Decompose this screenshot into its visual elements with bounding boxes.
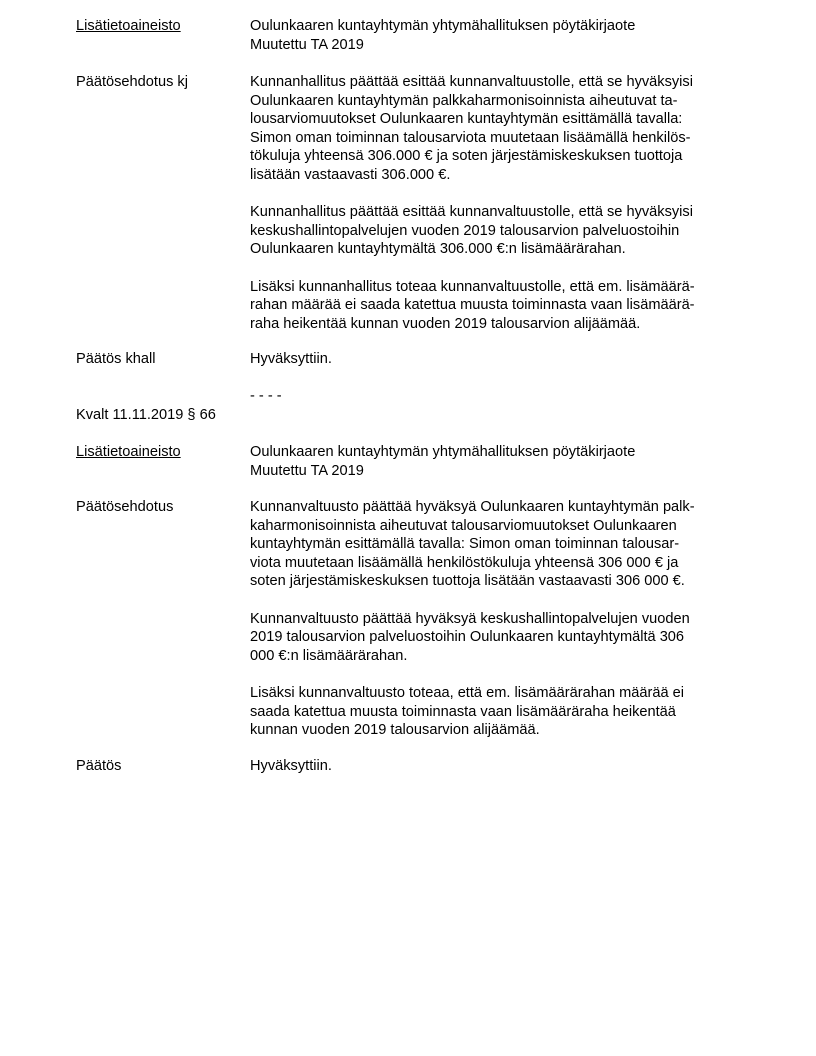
text-line: 000 €:n lisämäärärahan. [250, 647, 408, 664]
text-line: kaharmonisoinnista aiheutuvat talousarviomuutokset Oulunkaaren [250, 517, 677, 534]
decision-text: Hyväksyttiin. [250, 351, 332, 367]
text-line: raha heikentää kunnan vuoden 2019 talousarvion alijäämää. [250, 315, 641, 332]
text-line: viota muutetaan lisäämällä henkilöstökuluja yhteensä 306 000 € ja [250, 554, 679, 571]
info-text [250, 17, 750, 54]
text-line: Kunnanvaltuusto päättää hyväksyä Oulunkaaren kuntayhtymän palk- [250, 499, 695, 515]
proposal-label: Päätösehdotus [76, 499, 174, 515]
text-line: 2019 talousarvion palveluostoihin Oulunkaaren kuntayhtymältä 306 [250, 629, 685, 646]
text-line: soten järjestämiskeskuksen tuottoja lisätään vastaavasti 306 000 €. [250, 573, 685, 590]
text-line: kuntayhtymän esittämällä tavalla: Simon oman toiminnan talousar- [250, 536, 680, 553]
proposal-paragraph [250, 278, 750, 334]
separator: - - - - [250, 388, 282, 404]
text-line: Kunnanhallitus päättää esittää kunnanvaltuustolle, että se hyväksyisi [250, 74, 693, 90]
proposal-label: Päätösehdotus kj [76, 74, 188, 90]
text-line: kunnan vuoden 2019 talousarvion alijäämää. [250, 722, 540, 739]
decision-label: Päätös khall [76, 351, 156, 367]
text-line: Oulunkaaren kuntayhtymältä 306.000 €:n lisämäärärahan. [250, 241, 626, 258]
info-line: Muutettu TA 2019 [250, 36, 364, 53]
text-line: Lisäksi kunnanhallitus toteaa kunnanvaltuustolle, että em. lisämäärä- [250, 278, 695, 295]
info-line: Oulunkaaren kuntayhtymän yhtymähallituksen pöytäkirjaote [250, 18, 636, 34]
text-line: keskushallintopalvelujen vuoden 2019 talousarvion palveluostoihin [250, 222, 680, 239]
text-line: Kunnanhallitus päättää esittää kunnanvaltuustolle, että se hyväksyisi [250, 204, 693, 221]
proposal-paragraph [250, 498, 750, 591]
decision-label: Päätös [76, 758, 122, 774]
text-line: rahan määrää ei saada katettua muusta toiminnasta vaan lisämäärä- [250, 297, 695, 314]
text-line: lisätään vastaavasti 306.000 €. [250, 166, 451, 183]
proposal-paragraph [250, 73, 750, 185]
meeting-reference: Kvalt 11.11.2019 § 66 [76, 407, 216, 423]
info-text [250, 443, 750, 480]
text-line: Lisäksi kunnanvaltuusto toteaa, että em. lisämäärärahan määrää ei [250, 684, 685, 701]
text-line: Simon oman toiminnan talousarviota muutetaan lisäämällä henkilös- [250, 129, 691, 146]
decision-text: Hyväksyttiin. [250, 758, 332, 774]
text-line: Kunnanvaltuusto päättää hyväksyä keskushallintopalvelujen vuoden [250, 610, 690, 627]
text-line: tökuluja yhteensä 306.000 € ja soten järjestämiskeskuksen tuottoja [250, 148, 683, 165]
info-line: Muutettu TA 2019 [250, 462, 364, 479]
text-line: saada katettua muusta toiminnasta vaan lisämääräraha heikentää [250, 703, 676, 720]
info-label: Lisätietoaineisto [76, 444, 181, 460]
text-line: lousarviomuutokset Oulunkaaren kuntayhtymän esittämällä tavalla: [250, 111, 683, 128]
text-line: Oulunkaaren kuntayhtymän palkkaharmonisoinnista aiheutuvat ta- [250, 92, 678, 109]
proposal-paragraph [250, 610, 750, 666]
info-line: Oulunkaaren kuntayhtymän yhtymähallituksen pöytäkirjaote [250, 444, 636, 460]
info-label: Lisätietoaineisto [76, 18, 181, 34]
proposal-paragraph [250, 684, 750, 740]
proposal-text [250, 498, 750, 740]
proposal-text [250, 73, 750, 333]
proposal-paragraph [250, 203, 750, 259]
